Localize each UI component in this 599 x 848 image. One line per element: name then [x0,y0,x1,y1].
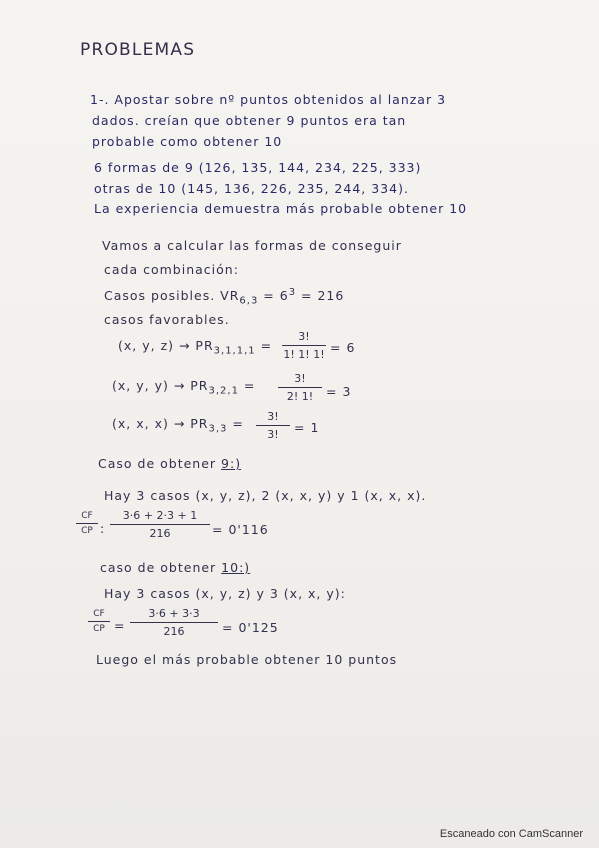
pr3-fraction-bar [256,425,290,426]
cf9-ratio-bar [76,523,98,524]
caso10-heading [100,560,250,575]
pr3-equals: = [232,416,244,431]
problem-line-2: dados. creían que obtener 9 puntos era tan [92,113,407,128]
pr3-denominator: 3! [267,428,279,441]
scanner-watermark: Escaneado con CamScanner [439,828,583,840]
pr2-result: = 3 [326,384,352,399]
caso9-value: 9:) [221,456,242,471]
pr1-text: (x, y, z) → PR [118,338,214,353]
pr1-numerator: 3! [298,330,310,343]
pr1-label [118,338,272,357]
problem-line-6: La experiencia demuestra más probable obtener 10 [94,201,468,216]
pr2-denominator: 2! 1! [286,390,314,403]
pr3-subscript: 3,3 [208,423,228,435]
caso10-hay: Hay 3 casos (x, y, z) y 3 (x, x, y): [104,586,346,601]
cf10-denominator: 216 [163,625,185,638]
cf9-cf: CF [81,511,93,521]
cf9-fraction [110,509,210,540]
cf9-denominator: 216 [149,527,171,540]
vr-exponent: 3 [288,287,297,298]
cf9-fraction-bar [110,524,210,525]
cf10-numerator: 3·6 + 3·3 [148,607,200,620]
casos-posibles [104,287,344,307]
pr2-fraction-bar [278,387,322,388]
page-title: PROBLEMAS [80,40,196,60]
caso10-value: 10:) [221,560,251,575]
conclusion: Luego el más probable obtener 10 puntos [96,652,398,667]
pr3-fraction [256,410,290,441]
pr2-fraction [278,372,322,403]
vr-result: = 216 [296,288,345,304]
casos-posibles-label: Casos posibles. VR [104,288,240,304]
solution-intro-1: Vamos a calcular las formas de conseguir [102,238,402,253]
cf9-equals: : [100,521,106,536]
cf9-numerator: 3·6 + 2·3 + 1 [122,509,198,522]
cf9-result: = 0'116 [212,522,269,537]
problem-line-3: probable como obtener 10 [92,134,283,149]
cf10-ratio [88,609,110,634]
pr3-text: (x, x, x) → PR [112,416,209,431]
pr1-subscript: 3,1,1,1 [213,345,256,357]
solution-intro-2: cada combinación: [104,262,239,277]
pr2-equals: = [243,378,256,393]
cf10-result: = 0'125 [222,620,279,635]
pr3-label [112,416,244,435]
problem-line-4: 6 formas de 9 (126, 135, 144, 234, 225, 333) [94,160,422,175]
caso9-label: Caso de obtener [98,456,222,471]
caso10-label: caso de obtener [100,560,222,575]
pr2-subscript: 3,2,1 [208,385,239,397]
cf10-fraction [130,607,218,638]
problem-line-5: otras de 10 (145, 136, 226, 235, 244, 334). [94,181,409,196]
vr-subscript: 6,3 [239,295,259,307]
pr1-denominator: 1! 1! 1! [283,348,325,361]
pr1-result: = 6 [330,340,356,355]
caso9-hay: Hay 3 casos (x, y, z), 2 (x, x, y) y 1 (x, x, x). [104,488,427,503]
cf9-cp: CP [81,526,93,536]
pr1-equals: = [260,338,273,353]
pr1-fraction [282,330,326,361]
pr2-label [112,378,255,397]
cf10-equals: = [114,618,126,633]
cf9-ratio [76,511,98,536]
pr1-fraction-bar [282,345,326,346]
vr-equals: = 6 [258,288,289,304]
pr2-text: (x, y, y) → PR [112,378,209,393]
cf10-ratio-bar [88,621,110,622]
pr3-numerator: 3! [267,410,279,423]
cf10-cp: CP [93,624,105,634]
casos-favorables: casos favorables. [104,312,230,327]
pr3-result: = 1 [294,420,320,435]
caso9-heading [98,456,241,471]
pr2-numerator: 3! [294,372,306,385]
cf10-fraction-bar [130,622,218,623]
problem-line-1: 1-. Apostar sobre nº puntos obtenidos al lanzar 3 [90,92,447,107]
cf10-cf: CF [93,609,105,619]
